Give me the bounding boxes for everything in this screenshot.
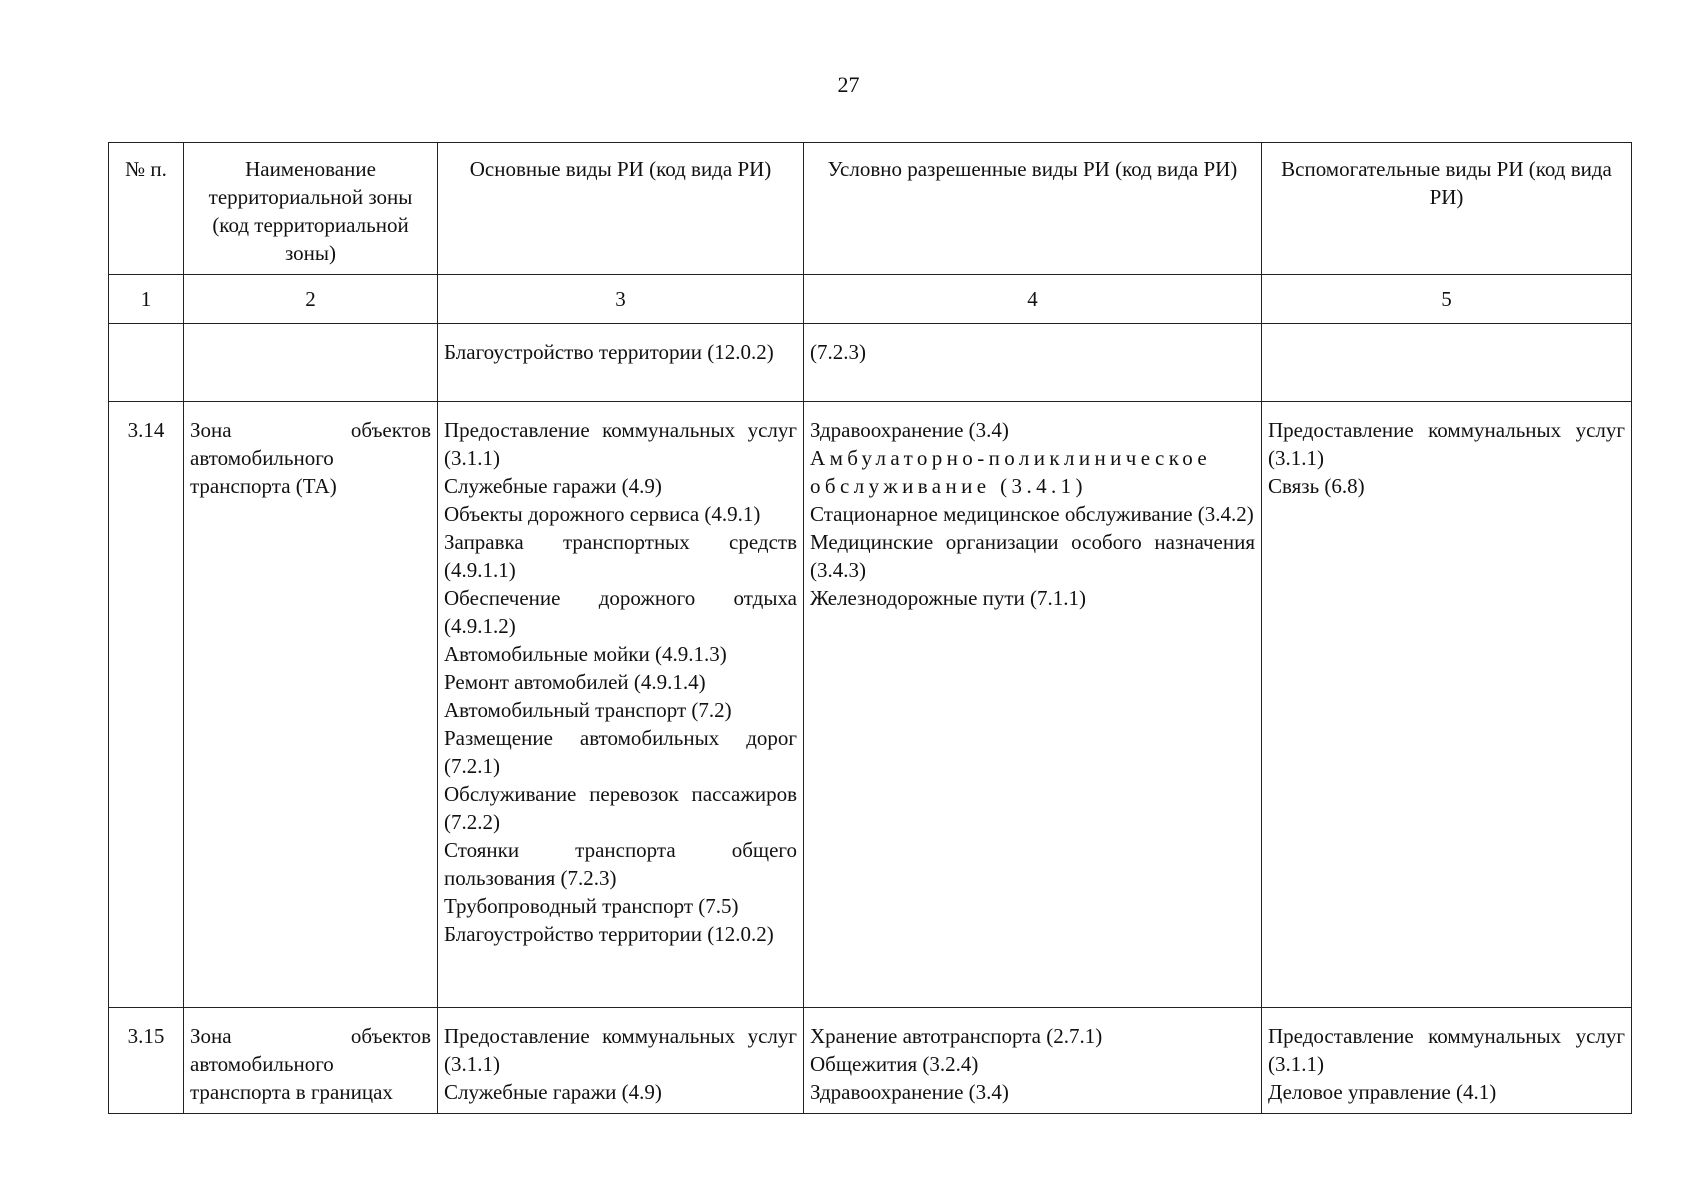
use-item: Благоустройство территории (12.0.2) — [444, 340, 774, 364]
column-number: 1 — [109, 275, 184, 324]
conditional-uses — [804, 402, 1262, 1008]
column-number: 4 — [804, 275, 1262, 324]
use-item: Ремонт автомобилей (4.9.1.4) — [444, 670, 706, 694]
auxiliary-uses — [1262, 324, 1632, 402]
main-uses — [438, 324, 804, 402]
use-item: Трубопроводный транспорт (7.5) — [444, 894, 739, 918]
zone-name — [184, 402, 438, 1008]
use-item: Железнодорожные пути (7.1.1) — [810, 586, 1087, 610]
header-auxiliary-uses: Вспомогательные виды РИ (код вида РИ) — [1262, 143, 1632, 275]
header-zone-name: Наименование территориальной зоны (код территориальной зоны) — [184, 143, 438, 275]
main-uses — [438, 1008, 804, 1114]
use-item: Стационарное медицинское обслуживание (3.4.2) — [810, 502, 1254, 526]
page-number: 27 — [837, 72, 860, 97]
use-item: Хранение автотранспорта (2.7.1) — [810, 1024, 1103, 1048]
zone-name-text: Зона объектов автомобильного транспорта (ТА) — [190, 418, 431, 498]
auxiliary-uses — [1262, 402, 1632, 1008]
zone-name-text: Зона объектов автомобильного транспорта в границах — [190, 1024, 431, 1104]
table-row — [109, 402, 1632, 1008]
table-row — [109, 1008, 1632, 1114]
use-item: Общежития (3.2.4) — [810, 1052, 979, 1076]
column-number: 3 — [438, 275, 804, 324]
row-number — [109, 324, 184, 402]
header-number: № п. — [109, 143, 184, 275]
zoning-table — [108, 142, 1632, 1114]
use-item: Благоустройство территории (12.0.2) — [444, 922, 774, 946]
use-item: Заправка транспортных средств (4.9.1.1) — [444, 530, 797, 582]
use-item: Автомобильный транспорт (7.2) — [444, 698, 732, 722]
zone-name — [184, 324, 438, 402]
use-item: Деловое управление (4.1) — [1268, 1080, 1497, 1104]
use-item: (7.2.3) — [810, 340, 866, 364]
use-item: Здравоохранение (3.4) — [810, 418, 1009, 442]
use-item: Связь (6.8) — [1268, 474, 1365, 498]
use-item: Предоставление коммунальных услуг (3.1.1) — [1268, 1024, 1625, 1076]
zone-name — [184, 1008, 438, 1114]
column-number: 5 — [1262, 275, 1632, 324]
use-item: Размещение автомобильных дорог (7.2.1) — [444, 726, 797, 778]
use-item: Обеспечение дорожного отдыха (4.9.1.2) — [444, 586, 797, 638]
use-item: Предоставление коммунальных услуг (3.1.1) — [444, 418, 797, 470]
use-item: Предоставление коммунальных услуг (3.1.1) — [444, 1024, 797, 1076]
column-number: 2 — [184, 275, 438, 324]
auxiliary-uses — [1262, 1008, 1632, 1114]
use-item: Обслуживание перевозок пассажиров (7.2.2) — [444, 782, 797, 834]
use-item: Объекты дорожного сервиса (4.9.1) — [444, 502, 761, 526]
conditional-uses — [804, 1008, 1262, 1114]
header-conditional-uses: Условно разрешенные виды РИ (код вида РИ) — [804, 143, 1262, 275]
column-number-row — [109, 275, 1632, 324]
use-item: Служебные гаражи (4.9) — [444, 474, 662, 498]
use-item: Стоянки транспорта общего пользования (7.2.3) — [444, 838, 797, 890]
use-item: Автомобильные мойки (4.9.1.3) — [444, 642, 727, 666]
use-item: Амбулаторно-поликлиническое обслуживание (3.4.1) — [810, 446, 1212, 498]
conditional-uses — [804, 324, 1262, 402]
use-item: Здравоохранение (3.4) — [810, 1080, 1009, 1104]
use-item: Предоставление коммунальных услуг (3.1.1) — [1268, 418, 1625, 470]
main-uses — [438, 402, 804, 1008]
header-row — [109, 143, 1632, 275]
use-item: Медицинские организации особого назначения (3.4.3) — [810, 530, 1255, 582]
row-number: 3.14 — [109, 402, 184, 1008]
table-row — [109, 324, 1632, 402]
use-item: Служебные гаражи (4.9) — [444, 1080, 662, 1104]
header-main-uses: Основные виды РИ (код вида РИ) — [438, 143, 804, 275]
row-number: 3.15 — [109, 1008, 184, 1114]
